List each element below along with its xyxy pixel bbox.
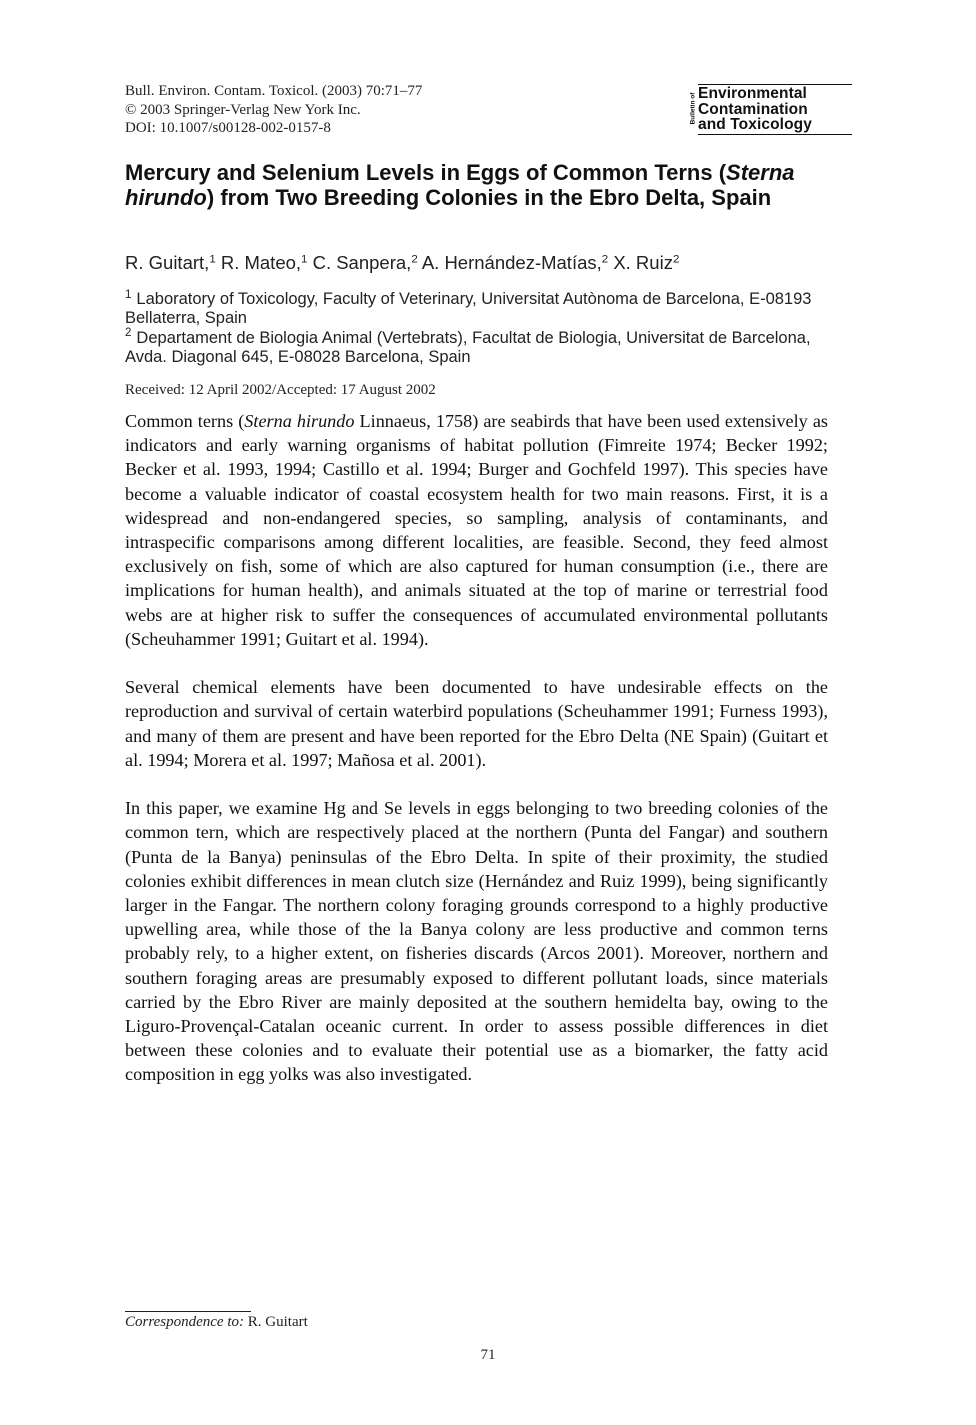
- body-paragraph: Several chemical elements have been documented to have undesirable effects on the reproduction and survival of certain waterbird populations (Scheuhammer 1991; Furness 1993), and many of them are present and have been reported for the Ebro Delta (NE Spain) (Guitart et al. 1994; Morera et al. 1997; Mañosa et al. 2001).: [125, 677, 828, 770]
- logo-line: and Toxicology: [698, 116, 812, 133]
- body-paragraph: Common terns (Sterna hirundo Linnaeus, 1758) are seabirds that have been used extensively as indicators and early warning organisms of habitat pollution (Fimreite 1974; Becker 1992; Becker et al. 1993, 1994; Castillo et al. 1994; Burger and Gochfeld 1997). This species have become a valuable indicator of coastal ecosystem health for two main reasons. First, it is a widespread and non-endangered species, so sampling, analysis of contaminants, and intraspecific comparisons among different localities, are feasible. Second, they feed almost exclusively on fish, some of which are also captured for human consumption (i.e., there are implications for human health), and animals situated at the top of marine or terrestrial food webs are at higher risk to suffer the consequences of accumulated environmental pollutants (Scheuhammer 1991; Guitart et al. 1994).: [125, 411, 828, 649]
- author-name: C. Sanpera,: [312, 252, 412, 273]
- author-affiliation-mark: 2: [411, 253, 418, 266]
- affiliation: $^2$ Departament de Biologia Animal (Vertebrats), Facultat de Biologia, Universitat de Barcelona, Avda. Diagonal 645, E-08028 Barcelona, Spain: [125, 327, 811, 366]
- article-body: [125, 409, 828, 1111]
- logo-line: Environmental: [698, 85, 807, 102]
- author-affiliation-mark: 1: [209, 253, 216, 266]
- logo-wordmark: [698, 86, 812, 133]
- journal-citation: [125, 82, 422, 138]
- article-title: Mercury and Selenium Levels in Eggs of Common Terns (Sterna hirundo) from Two Breeding Colonies in the Ebro Delta, Spain: [125, 160, 795, 210]
- logo-line: Contamination: [698, 100, 808, 118]
- species-name: Sterna hirundo: [125, 160, 795, 210]
- affiliations: [125, 290, 845, 367]
- affiliation: $^1$ Laboratory of Toxicology, Faculty of Veterinary, Universitat Autònoma de Barcelona, E-08193 Bellaterra, Spain: [125, 288, 812, 328]
- correspondence-footnote: Correspondence to: R. Guitart: [125, 1314, 308, 1330]
- author-name: R. Guitart,: [125, 252, 210, 273]
- author-affiliation-mark: 2: [601, 253, 609, 266]
- citation-line: DOI: 10.1007/s00128-002-0157-8: [125, 120, 331, 136]
- logo-rule-bottom: [698, 134, 852, 135]
- journal-logo: [686, 84, 852, 136]
- author-name: A. Hernández-Matías,: [421, 252, 602, 273]
- author-name: R. Mateo,: [220, 252, 302, 273]
- author-affiliation-mark: 1: [301, 253, 308, 266]
- logo-vertical-label: Bulletin of: [689, 92, 697, 125]
- page-number: 71: [480, 1347, 496, 1363]
- author-list: [125, 250, 679, 276]
- received-accepted-dates: Received: 12 April 2002/Accepted: 17 August 2002: [125, 382, 436, 398]
- author-affiliation-mark: 2: [672, 253, 680, 266]
- footnote-rule: [125, 1311, 251, 1312]
- citation-line: © 2003 Springer-Verlag New York Inc.: [125, 101, 361, 118]
- citation-line: Bull. Environ. Contam. Toxicol. (2003) 70:71–77: [125, 83, 423, 99]
- author-name: X. Ruiz: [613, 252, 673, 273]
- body-paragraph: In this paper, we examine Hg and Se levels in eggs belonging to two breeding colonies of the common tern, which are respectively placed at the northern (Punta del Fangar) and southern (Punta de la Banya) peninsulas of the Ebro Delta. In spite of their proximity, the studied colonies exhibit differences in mean clutch size (Hernández and Ruiz 1999), being significantly larger in the Fangar. The northern colony foraging grounds correspond to a highly productive upwelling area, while those of the la Banya colony are less productive and common terns probably rely, to a higher extent, on fisheries discards (Arcos 2001). Moreover, northern and southern foraging areas are presumably exposed to different pollutant loads, since materials carried by the Ebro River are mainly deposited at the southern hemidelta bay, owing to the Liguro-Provençal-Catalan oceanic current. In order to assess possible differences in diet between these colonies and to evaluate their potential use as a biomarker, the fatty acid composition in egg yolks was also investigated.: [125, 798, 828, 1085]
